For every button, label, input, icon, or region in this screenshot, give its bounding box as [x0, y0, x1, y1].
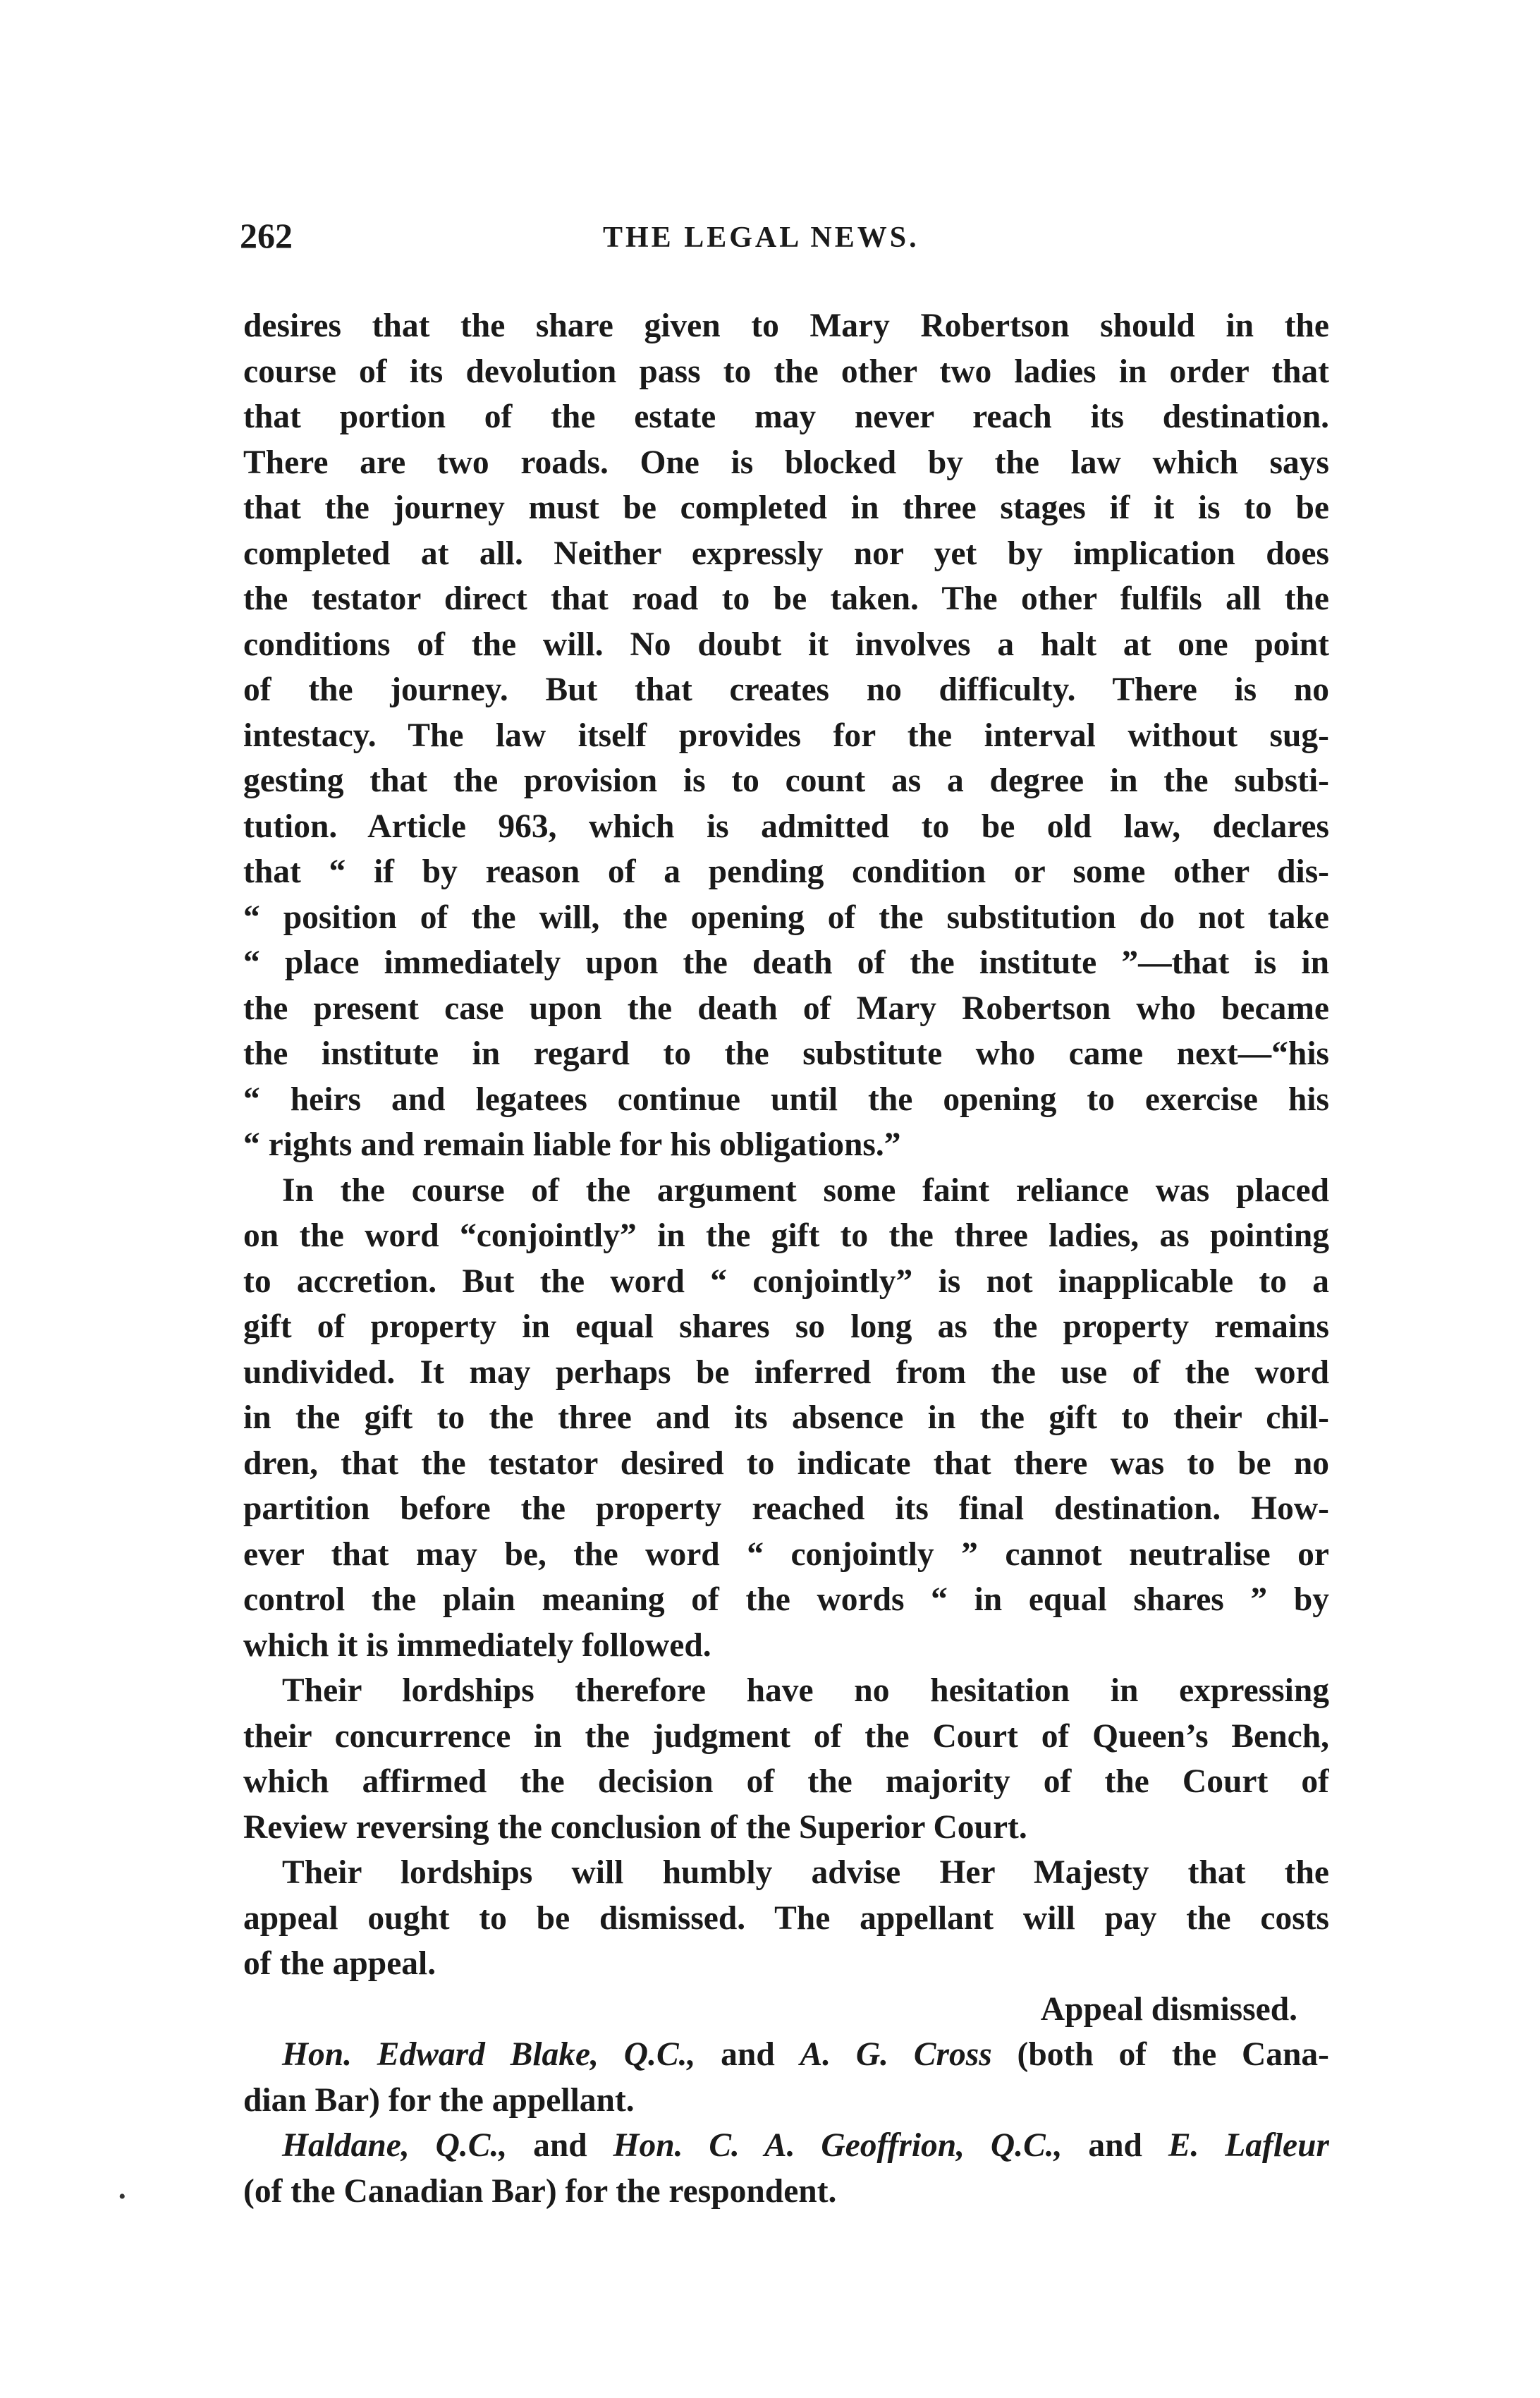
- text-line: Their lordships will humbly advise Her Majesty that the: [282, 1854, 1329, 1891]
- counsel-respondent-line-2: (of the Canadian Bar) for the respondent.: [243, 2172, 837, 2210]
- text-line: In the course of the argument some faint reliance was placed: [282, 1171, 1329, 1209]
- counsel-note: (both of the Cana-: [991, 2036, 1329, 2073]
- text-line: the present case upon the death of Mary Robertson who became: [243, 990, 1329, 1027]
- text-line: of the journey. But that creates no difficulty. There is no: [243, 671, 1329, 708]
- counsel-name: E. Lafleur: [1168, 2127, 1329, 2164]
- text-line: gift of property in equal shares so long as the property remains: [243, 1308, 1329, 1345]
- text-line: in the gift to the three and its absence in the gift to their chil-: [243, 1399, 1329, 1436]
- text-line: that “ if by reason of a pending condition or some other dis-: [243, 853, 1329, 890]
- counsel-connector: and: [1062, 2127, 1168, 2164]
- counsel-appellant-line-1: [243, 2032, 1329, 2078]
- text-line: intestacy. The law itself provides for the interval without sug-: [243, 717, 1329, 754]
- counsel-appellant-line-2: dian Bar) for the appellant.: [243, 2081, 635, 2119]
- text-line: Their lordships therefore have no hesitation in expressing: [282, 1672, 1329, 1709]
- page-number: 262: [240, 216, 293, 255]
- text-line: that the journey must be completed in three stages if it is to be: [243, 489, 1329, 526]
- text-line: “ heirs and legatees continue until the opening to exercise his: [243, 1081, 1329, 1118]
- counsel-name: Haldane, Q.C.,: [282, 2127, 508, 2164]
- text-line: Review reversing the conclusion of the Superior Court.: [243, 1808, 1027, 1846]
- text-line: on the word “conjointly” in the gift to the three ladies, as pointing: [243, 1217, 1329, 1254]
- text-line: desires that the share given to Mary Robertson should in the: [243, 308, 1329, 344]
- text-line: partition before the property reached its final destination. How-: [243, 1490, 1329, 1527]
- counsel-respondent-line-1: [243, 2123, 1329, 2169]
- counsel-connector: and: [695, 2036, 800, 2073]
- counsel-name: Hon. C. A. Geoffrion, Q.C.,: [613, 2127, 1063, 2164]
- text-line: appeal ought to be dismissed. The appellant will pay the costs: [243, 1899, 1329, 1937]
- text-line: “ position of the will, the opening of the substitution do not take: [243, 899, 1329, 936]
- text-line: conditions of the will. No doubt it involves a halt at one point: [243, 626, 1329, 663]
- text-line: undivided. It may perhaps be inferred from the use of the word: [243, 1353, 1329, 1391]
- text-line: of the appeal.: [243, 1945, 436, 1982]
- text-line: their concurrence in the judgment of the Court of Queen’s Bench,: [243, 1717, 1329, 1755]
- text-line: which it is immediately followed.: [243, 1626, 711, 1664]
- result-line: Appeal dismissed.: [1040, 1990, 1297, 2028]
- text-line: tution. Article 963, which is admitted to be old law, declares: [243, 808, 1329, 845]
- text-line: to accretion. But the word “ conjointly” is not inapplicable to a: [243, 1262, 1329, 1300]
- text-line: the testator direct that road to be taken. The other fulfils all the: [243, 580, 1329, 617]
- paragraphs: [243, 303, 1329, 1987]
- text-line: the institute in regard to the substitute who came next—“his: [243, 1035, 1329, 1072]
- running-title: THE LEGAL NEWS.: [603, 221, 919, 254]
- text-line: There are two roads. One is blocked by the law which says: [243, 444, 1329, 481]
- margin-bullet-mark: •: [118, 2185, 126, 2208]
- text-line: control the plain meaning of the words “ in equal shares ” by: [243, 1581, 1329, 1618]
- counsel-name: Hon. Edward Blake, Q.C.,: [282, 2036, 696, 2073]
- page-header: [240, 215, 1326, 272]
- text-line: gesting that the provision is to count as a degree in the substi-: [243, 762, 1329, 799]
- text-line: that portion of the estate may never reach its destination.: [243, 398, 1329, 435]
- text-line: dren, that the testator desired to indicate that there was to be no: [243, 1444, 1329, 1482]
- body-text: [243, 303, 1329, 2214]
- text-line: ever that may be, the word “ conjointly ” cannot neutralise or: [243, 1535, 1329, 1573]
- counsel-connector: and: [507, 2127, 613, 2164]
- text-line: “ rights and remain liable for his obligations.”: [243, 1126, 901, 1163]
- text-line: completed at all. Neither expressly nor yet by implication does: [243, 535, 1329, 572]
- counsel-name: A. G. Cross: [800, 2036, 992, 2073]
- text-line: “ place immediately upon the death of the institute ”—that is in: [243, 944, 1329, 981]
- text-line: course of its devolution pass to the other two ladies in order that: [243, 353, 1329, 390]
- text-line: which affirmed the decision of the majority of the Court of: [243, 1763, 1329, 1800]
